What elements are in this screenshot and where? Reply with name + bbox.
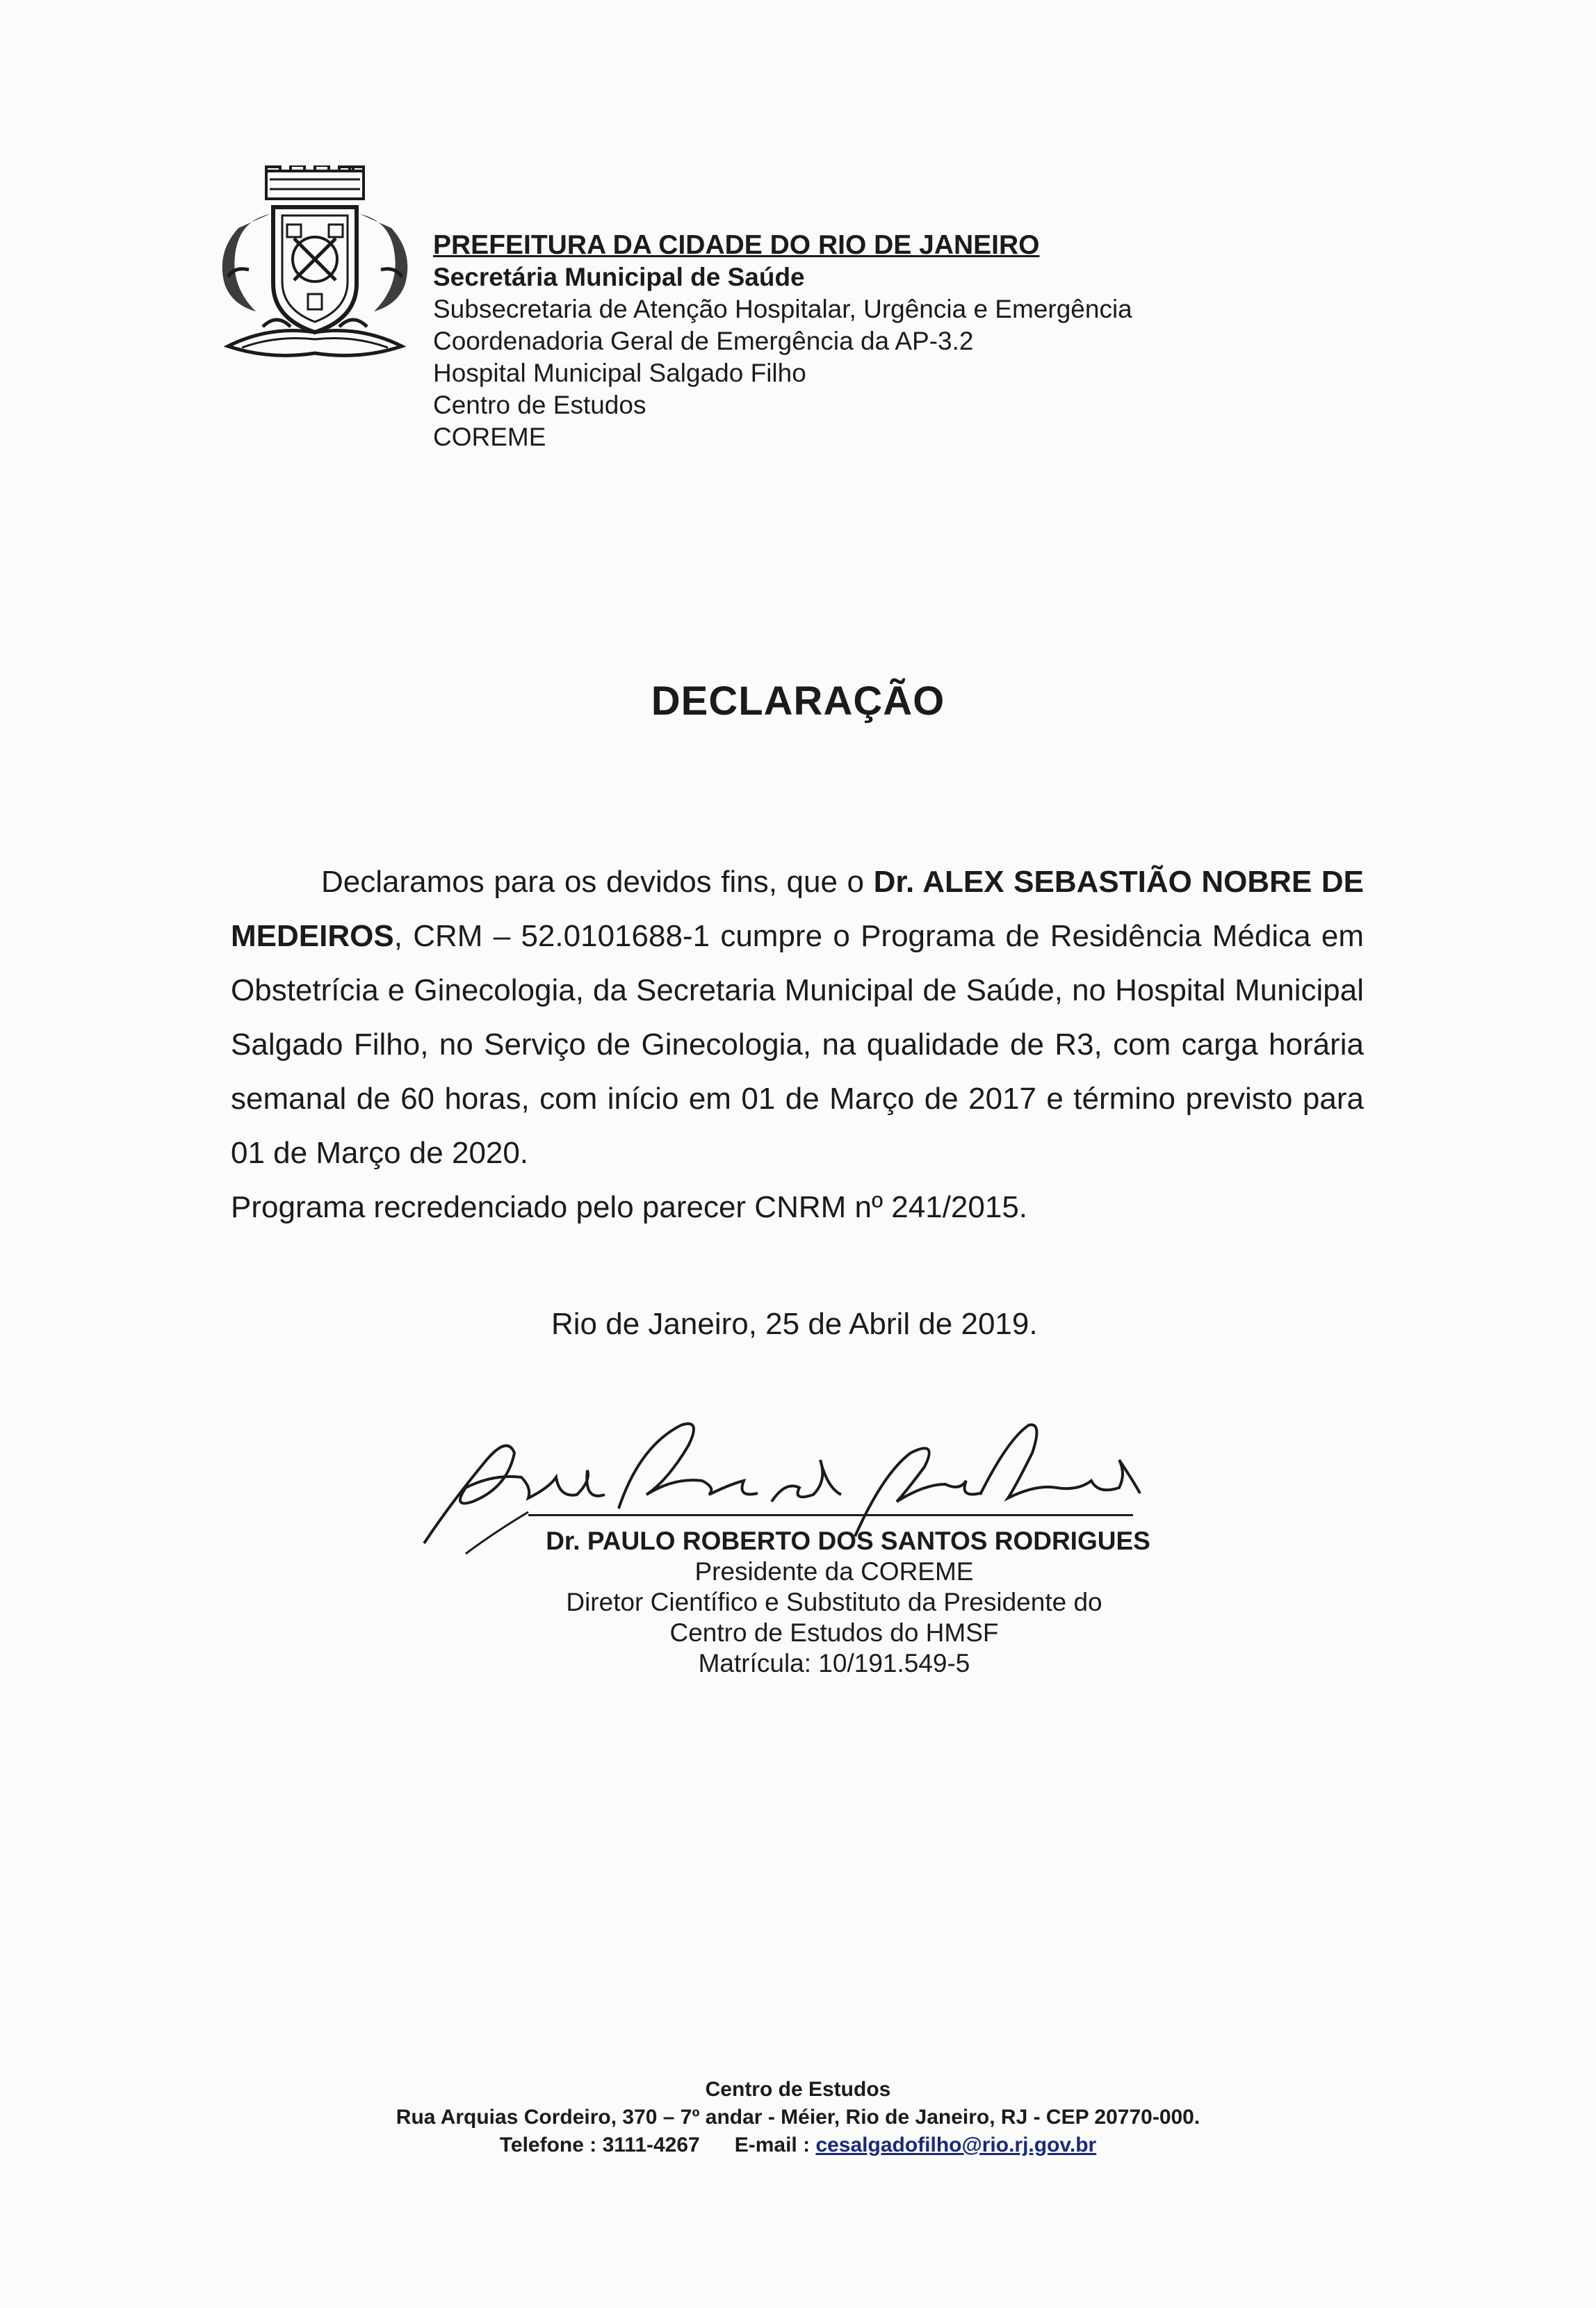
footer-contact bbox=[0, 2131, 1596, 2159]
letterhead-secretariat: Secretária Municipal de Saúde bbox=[433, 263, 805, 291]
paragraph-intro: Declaramos para os devidos fins, que o bbox=[321, 865, 874, 899]
coat-of-arms-icon bbox=[221, 165, 409, 381]
letterhead-title: PREFEITURA DA CIDADE DO RIO DE JANEIRO bbox=[433, 230, 1040, 260]
document-title: DECLARAÇÃO bbox=[651, 678, 945, 724]
signer-name: Dr. PAULO ROBERTO DOS SANTOS RODRIGUES bbox=[546, 1527, 1150, 1555]
signer-block bbox=[487, 1526, 1182, 1679]
letterhead-line: Coordenadoria Geral de Emergência da AP-3.2 bbox=[433, 327, 974, 355]
signer-role: Centro de Estudos do HMSF bbox=[669, 1618, 999, 1647]
letterhead-line: Hospital Municipal Salgado Filho bbox=[433, 359, 806, 387]
declaration-body bbox=[231, 855, 1364, 1235]
letterhead-line: COREME bbox=[433, 423, 546, 451]
footer-title: Centro de Estudos bbox=[705, 2078, 891, 2101]
paragraph-details: , CRM – 52.0101688-1 cumpre o Programa de Residência Médica em Obstetrícia e Ginecologia, da Secretaria Municipal de Saúde, no Hospital Municipal Salgado Filho, no Serviço de Ginecologia, na qualidade de R3, com carga horária semanal de 60 horas, com início em 01 de Março de 2017 e término previsto para 01 de Março de 2020. bbox=[231, 919, 1364, 1170]
footer bbox=[0, 2076, 1596, 2159]
letterhead-line: Subsecretaria de Atenção Hospitalar, Urgência e Emergência bbox=[433, 295, 1132, 323]
signer-registration: Matrícula: 10/191.549-5 bbox=[698, 1649, 970, 1677]
footer-address: Rua Arquias Cordeiro, 370 – 7º andar - Méier, Rio de Janeiro, RJ - CEP 20770-000. bbox=[396, 2106, 1200, 2129]
signer-role: Presidente da COREME bbox=[694, 1557, 974, 1586]
letterhead bbox=[433, 229, 1132, 453]
place-date: Rio de Janeiro, 25 de Abril de 2019. bbox=[551, 1307, 1038, 1341]
signature-line bbox=[528, 1514, 1133, 1516]
letterhead-line: Centro de Estudos bbox=[433, 391, 646, 419]
footer-phone: Telefone : 3111-4267 bbox=[499, 2134, 700, 2156]
footer-email-link[interactable]: cesalgadofilho@rio.rj.gov.br bbox=[815, 2134, 1097, 2156]
accreditation-note: Programa recredenciado pelo parecer CNRM nº 241/2015. bbox=[231, 1190, 1028, 1224]
footer-email-label: E-mail : bbox=[734, 2134, 816, 2156]
signer-role: Diretor Científico e Substituto da Presidente do bbox=[566, 1588, 1102, 1616]
declaration-paragraph bbox=[231, 855, 1364, 1180]
resident-name: Dr. ALEX SEBASTIÃO NOBRE DE MEDEIROS bbox=[231, 865, 1364, 953]
